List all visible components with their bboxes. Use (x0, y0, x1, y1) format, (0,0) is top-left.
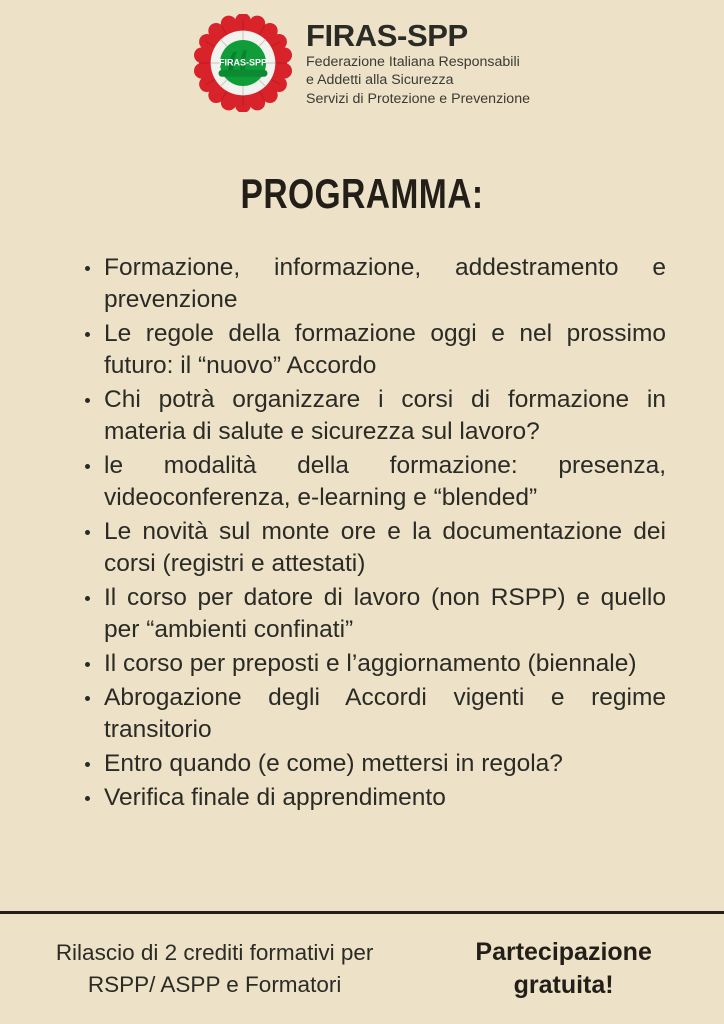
brand-subtitle-line-3: Servizi di Protezione e Prevenzione (306, 90, 530, 107)
cockade-helmet-icon (194, 14, 292, 112)
brand-block (306, 14, 530, 108)
free-participation-note (421, 936, 706, 1002)
list-item: Formazione, informazione, addestramento e prevenzione (78, 252, 666, 316)
brand-title: FIRAS-SPP (306, 18, 468, 53)
brand-subtitle-line-1: Federazione Italiana Responsabili (306, 53, 520, 70)
list-item: Il corso per preposti e l’aggiornamento (biennale) (78, 648, 666, 680)
list-item: Verifica finale di apprendimento (78, 782, 666, 814)
list-item: Il corso per datore di lavoro (non RSPP) e quello per “ambienti confinati” (78, 582, 666, 646)
free-line-2: gratuita! (513, 971, 614, 999)
list-item: Le regole della formazione oggi e nel prossimo futuro: il “nuovo” Accordo (78, 318, 666, 382)
brand-subtitle-line-2: e Addetti alla Sicurezza (306, 72, 454, 89)
page-header (0, 0, 724, 112)
program-list (78, 252, 666, 813)
list-item: le modalità della formazione: presenza, videoconferenza, e-learning e “blended” (78, 450, 666, 514)
credits-note (18, 937, 421, 1001)
list-item: Abrogazione degli Accordi vigenti e regime transitorio (78, 682, 666, 746)
page-footer (0, 914, 724, 1024)
firas-spp-logo (194, 14, 292, 112)
list-item: Chi potrà organizzare i corsi di formazione in materia di salute e sicurezza sul lavoro? (78, 384, 666, 448)
credits-line-2: RSPP/ ASPP e Formatori (87, 972, 342, 997)
page-title: PROGRAMMA: (240, 170, 484, 217)
list-item: Le novità sul monte ore e la documentazione dei corsi (registri e attestati) (78, 516, 666, 580)
list-item: Entro quando (e come) mettersi in regola? (78, 748, 666, 780)
program-content (0, 218, 724, 905)
logo-helmet-label: FIRAS-SPP (219, 57, 268, 68)
free-line-1: Partecipazione (475, 938, 652, 966)
credits-line-1: Rilascio di 2 crediti formativi per (55, 940, 374, 966)
